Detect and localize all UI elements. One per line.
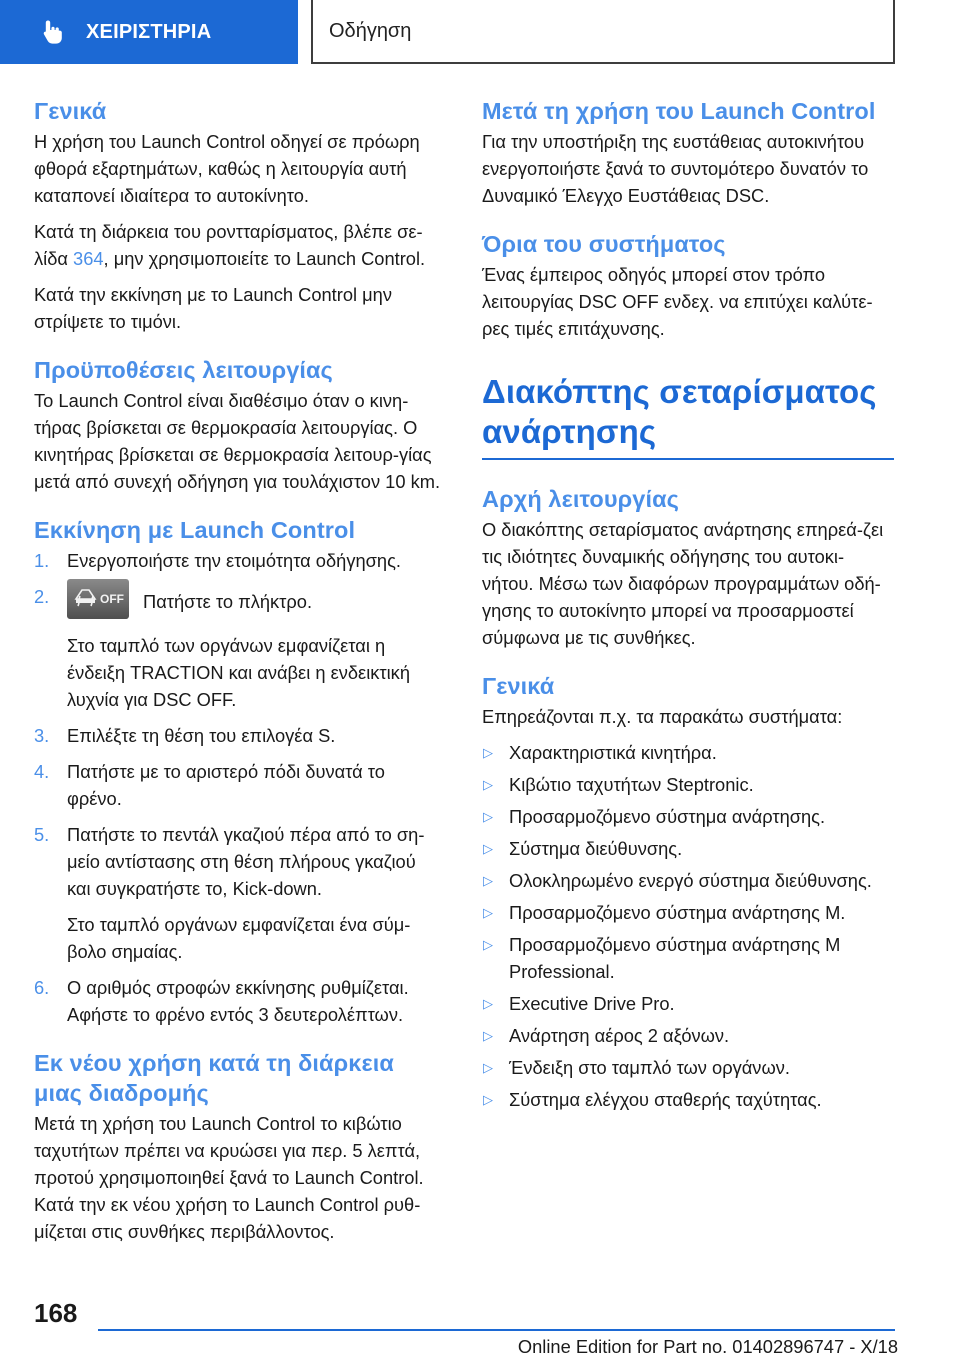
- step-subtext: Στο ταμπλό οργάνων εμφανίζεται ένα σύμ-βολο σημαίας.: [67, 914, 411, 962]
- triangle-bullet-icon: ▷: [483, 809, 493, 824]
- step-text: Ο αριθμός στροφών εκκίνησης ρυθμίζεται. Αφήστε το φρένο εντός 3 δευτερολέπτων.: [67, 977, 409, 1025]
- step-number: 2.: [34, 586, 50, 607]
- list-item-text: Χαρακτηριστικά κινητήρα.: [509, 742, 717, 763]
- list-item-text: Ένδειξη στο ταμπλό των οργάνων.: [509, 1057, 790, 1078]
- list-item-text: Προσαρμοζόμενο σύστημα ανάρτησης.: [509, 806, 826, 827]
- section-title: Εκ νέου χρήση κατά τη διάρκεια μιας διαδρομής: [34, 1050, 394, 1106]
- list-item: [482, 1086, 894, 1113]
- chapter-tab-label: ΧΕΙΡΙΣΤΗΡΙΑ: [86, 20, 212, 43]
- paragraph: Κατά την εκκίνηση με το Launch Control μην στρίψετε το τιμόνι.: [34, 284, 392, 332]
- section-title: Μετά τη χρήση του Launch Control: [482, 98, 876, 124]
- list-item: [34, 821, 444, 965]
- list-item: [482, 739, 894, 766]
- section-title: Προϋποθέσεις λειτουργίας: [34, 357, 333, 383]
- triangle-bullet-icon: ▷: [483, 905, 493, 920]
- section-title: Γενικά: [34, 98, 107, 124]
- list-item-text: Ανάρτηση αέρος 2 αξόνων.: [509, 1025, 730, 1046]
- list-item-text: Κιβώτιο ταχυτήτων Steptronic.: [509, 774, 754, 795]
- step-number: 6.: [34, 977, 50, 998]
- triangle-bullet-icon: ▷: [483, 1092, 493, 1107]
- list-item: [34, 974, 444, 1028]
- step-text: Πατήστε με το αριστερό πόδι δυνατά το φρένο.: [67, 761, 385, 809]
- triangle-bullet-icon: ▷: [483, 745, 493, 760]
- step-text: Ενεργοποιήστε την ετοιμότητα οδήγησης.: [67, 550, 401, 571]
- step-number: 3.: [34, 725, 50, 746]
- section-title: Γενικά: [482, 673, 555, 699]
- triangle-bullet-icon: ▷: [483, 1028, 493, 1043]
- list-item: [482, 1054, 894, 1081]
- paragraph: Ο διακόπτης σεταρίσματος ανάρτησης επηρεά-ζει τις ιδιότητες δυναμικής οδήγησης του αυτοκι-νήτου. Μέσω των διαφόρων προγραμμάτων οδή-γησης το αυτοκίνητο μπορεί να προσαρμοστεί σύμφωνα με τις συνθήκες.: [482, 519, 884, 648]
- chapter-tab[interactable]: [0, 0, 298, 64]
- section-general: [34, 96, 444, 335]
- paragraph: Για την υποστήριξη της ευστάθειας αυτοκινήτου ενεργοποιήστε ξανά το συντομότερο δυνατόν το Δυναμικό Έλεγχο Ευστάθειας DSC.: [482, 131, 869, 206]
- section-limits: [482, 229, 894, 342]
- section-title: Εκκίνηση με Launch Control: [34, 517, 356, 543]
- section-general-right: [482, 671, 894, 1113]
- list-item: [482, 867, 894, 894]
- right-column: [482, 96, 894, 1118]
- left-column: [34, 96, 444, 1254]
- list-item-text: Ολοκληρωμένο ενεργό σύστημα διεύθυνσης.: [509, 870, 872, 891]
- triangle-bullet-icon: ▷: [483, 937, 493, 952]
- footer-divider: [98, 1329, 895, 1331]
- step-text: [67, 583, 444, 623]
- section-principle: [482, 484, 894, 651]
- paragraph: Μετά τη χρήση του Launch Control το κιβώτιο ταχυτήτων πρέπει να κρυώσει για περ. 5 λεπτά, προτού χρησιμοποιηθεί ξανά το Launch Control. Κατά την εκ νέου χρήση το Launch Control ρυθ-μίζεται στις συνθήκες περιβάλλοντος.: [34, 1113, 424, 1242]
- paragraph: [34, 218, 444, 272]
- section-title: Όρια του συστήματος: [482, 231, 726, 257]
- step-number: 1.: [34, 550, 50, 571]
- dsc-off-button-icon: [67, 579, 129, 619]
- section-title: Αρχή λειτουργίας: [482, 486, 679, 512]
- list-item: [34, 547, 444, 574]
- chapter-divider: [482, 458, 894, 460]
- paragraph: Η χρήση του Launch Control οδηγεί σε πρόωρη φθορά εξαρτημάτων, καθώς η λειτουργία αυτή καταπονεί ιδιαίτερα το αυτοκίνητο.: [34, 131, 420, 206]
- section-prerequisites: [34, 355, 444, 495]
- step-text: Πατήστε το πεντάλ γκαζιού πέρα από το ση-μείο αντίστασης στη θέση πλήρους γκαζιού και συγκρατήστε το, Kick-down.: [67, 824, 425, 899]
- chapter-heading: [482, 372, 894, 460]
- triangle-bullet-icon: ▷: [483, 873, 493, 888]
- list-item-text: Σύστημα ελέγχου σταθερής ταχύτητας.: [509, 1089, 822, 1110]
- button-label: OFF: [100, 592, 124, 606]
- triangle-bullet-icon: ▷: [483, 841, 493, 856]
- breadcrumb: [311, 0, 895, 64]
- list-item: [34, 758, 444, 812]
- list-item-text: Προσαρμοζόμενο σύστημα ανάρτησης M Professional.: [509, 934, 841, 982]
- hand-pointer-icon: [42, 19, 64, 45]
- list-item: [482, 771, 894, 798]
- section-restart: [34, 1048, 444, 1245]
- systems-list: [482, 739, 894, 1113]
- step-text: Επιλέξτε τη θέση του επιλογέα S.: [67, 725, 336, 746]
- step-number: 5.: [34, 824, 50, 845]
- page-reference-link[interactable]: 364: [73, 248, 104, 269]
- list-item: [482, 990, 894, 1017]
- paragraph: Το Launch Control είναι διαθέσιμο όταν ο κινη-τήρας βρίσκεται σε θερμοκρασία λειτουργίας. Ο κινητήρας βρίσκεται σε θερμοκρασία λειτουρ-γίας μετά από συνεχή οδήγηση για τουλάχιστον 10 km.: [34, 390, 441, 492]
- list-item: [482, 1022, 894, 1049]
- chapter-title: Διακόπτης σεταρίσματος ανάρτησης: [482, 373, 877, 450]
- list-item: [34, 722, 444, 749]
- list-item: [34, 583, 444, 713]
- list-item: [482, 899, 894, 926]
- text: , μην χρησιμοποιείτε το Launch Control.: [103, 248, 426, 269]
- list-item-text: Προσαρμοζόμενο σύστημα ανάρτησης M.: [509, 902, 846, 923]
- triangle-bullet-icon: ▷: [483, 1060, 493, 1075]
- breadcrumb-label: Οδήγηση: [329, 19, 412, 42]
- page-number: 168: [34, 1298, 78, 1328]
- list-item: [482, 803, 894, 830]
- list-item: [482, 835, 894, 862]
- triangle-bullet-icon: ▷: [483, 996, 493, 1011]
- triangle-bullet-icon: ▷: [483, 777, 493, 792]
- text: Κατά τη διάρκεια του ροντταρίσματος, βλέπε σε-λίδα: [34, 221, 423, 269]
- section-start: [34, 515, 444, 1028]
- paragraph: Επηρεάζονται π.χ. τα παρακάτω συστήματα:: [482, 706, 843, 727]
- edition-note: Online Edition for Part no. 01402896747 - X/18: [517, 1336, 898, 1357]
- step-number: 4.: [34, 761, 50, 782]
- list-item-text: Executive Drive Pro.: [509, 993, 675, 1014]
- paragraph: Ένας έμπειρος οδηγός μπορεί στον τρόπο λειτουργίας DSC OFF ενδεχ. να επιτύχει καλύτε-ρες τιμές επιτάχυνσης.: [482, 264, 873, 339]
- list-item: [482, 931, 894, 985]
- text: Πατήστε το πλήκτρο.: [143, 590, 313, 612]
- list-item-text: Σύστημα διεύθυνσης.: [509, 838, 683, 859]
- steps-list: [34, 547, 444, 1028]
- step-subtext: Στο ταμπλό των οργάνων εμφανίζεται η ένδειξη TRACTION και ανάβει η ενδεικτική λυχνία για DSC OFF.: [67, 635, 410, 710]
- section-after-use: [482, 96, 894, 209]
